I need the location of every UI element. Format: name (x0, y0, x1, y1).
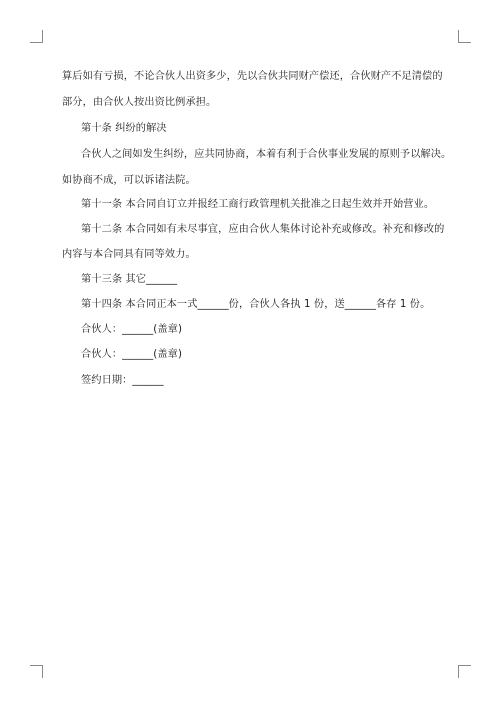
article-heading: 第十条 纠纷的解决 (81, 123, 167, 134)
signature-line-partner: 合伙人：______(盖章) (81, 349, 183, 360)
crop-mark-bottom-left (30, 665, 43, 678)
article-line: 第十一条 本合同自订立并报经工商行政管理机关批准之日起生效并开始营业。 (81, 199, 435, 210)
article-line: 第十二条 本合同如有未尽事宜，应由合伙人集体讨论补充或修改。补充和修改的 (81, 224, 445, 235)
paragraph-line: 如协商不成，可以诉诸法院。 (62, 175, 196, 186)
crop-mark-bottom-right (458, 665, 471, 678)
crop-mark-top-left (30, 30, 43, 43)
crop-mark-top-right (458, 30, 471, 43)
paragraph-line: 合伙人之间如发生纠纷，应共同协商，本着有利于合伙事业发展的原则予以解决。 (81, 149, 452, 160)
signature-line-partner: 合伙人：______(盖章) (81, 324, 183, 335)
paragraph-line: 算后如有亏损，不论合伙人出资多少，先以合伙共同财产偿还，合伙财产不足清偿的 (62, 71, 443, 82)
article-line: 第十三条 其它______ (81, 274, 178, 285)
paragraph-line: 内容与本合同具有同等效力。 (62, 249, 196, 260)
signing-date-line: 签约日期：______ (81, 375, 164, 386)
paragraph-line: 部分，由合伙人按出资比例承担。 (62, 97, 217, 108)
article-line: 第十四条 本合同正本一式______份，合伙人各执 1 份，送______各存 1 份。 (81, 299, 431, 310)
